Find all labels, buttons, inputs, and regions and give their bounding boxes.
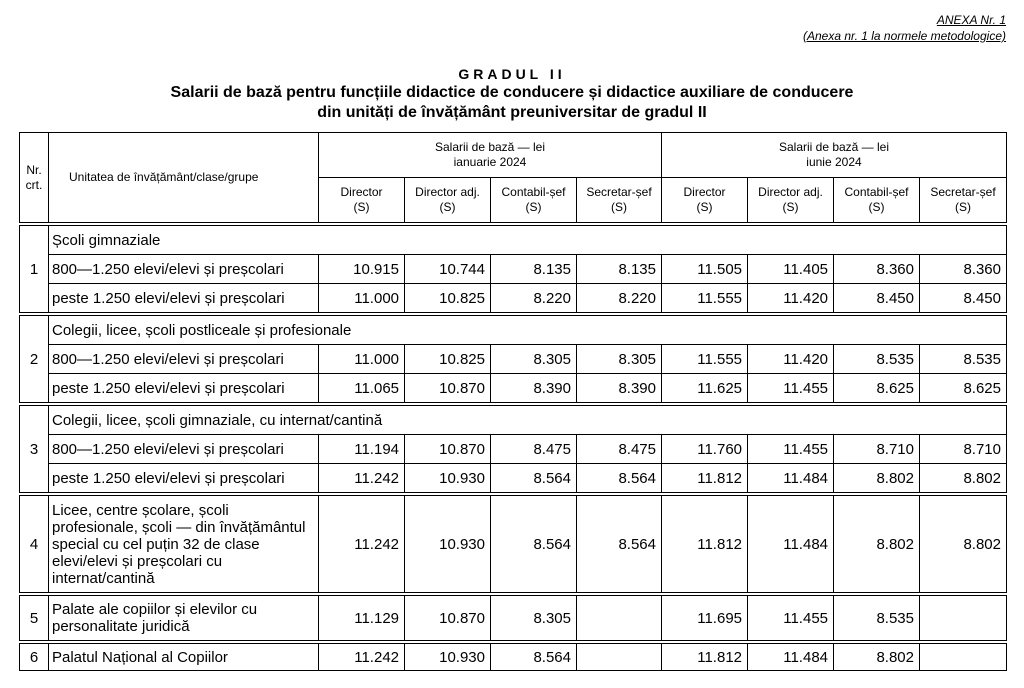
value-cell-jun: 11.420 xyxy=(748,284,834,313)
header-period-june-line2: iunie 2024 xyxy=(806,155,862,169)
value-cell-jan: 8.305 xyxy=(577,345,662,374)
header-col-suffix: (S) xyxy=(353,200,370,214)
value-cell-jun xyxy=(920,596,1007,641)
value-cell-jun: 8.625 xyxy=(920,374,1007,403)
value-cell-jan: 8.564 xyxy=(577,496,662,593)
row-label: 800—1.250 elevi/elevi și preșcolari xyxy=(49,435,319,464)
header-col-suffix: (S) xyxy=(696,200,713,214)
header-col-name: Director adj. xyxy=(758,185,823,199)
value-cell-jun: 11.455 xyxy=(748,596,834,641)
value-cell-jun: 8.360 xyxy=(920,255,1007,284)
value-cell-jan: 10.825 xyxy=(405,345,491,374)
value-cell-jan: 8.564 xyxy=(577,464,662,493)
row-label: 800—1.250 elevi/elevi și preșcolari xyxy=(49,255,319,284)
value-cell-jan: 11.129 xyxy=(319,596,405,641)
header-col-jun-0 xyxy=(662,178,748,223)
header-col-name: Contabil-șef xyxy=(501,185,566,199)
value-cell-jan: 8.475 xyxy=(491,435,577,464)
header-period-january xyxy=(319,133,662,178)
value-cell-jan: 10.744 xyxy=(405,255,491,284)
group-title: Școli gimnaziale xyxy=(49,226,1007,255)
value-cell-jan: 11.000 xyxy=(319,345,405,374)
value-cell-jun: 8.535 xyxy=(920,345,1007,374)
header-col-suffix: (S) xyxy=(782,200,799,214)
salary-table xyxy=(19,132,1007,671)
value-cell-jan: 8.220 xyxy=(577,284,662,313)
table-row xyxy=(20,284,1007,313)
table-row xyxy=(20,345,1007,374)
value-cell-jan: 8.564 xyxy=(491,464,577,493)
group-title: Colegii, licee, școli gimnaziale, cu internat/cantină xyxy=(49,406,1007,435)
header-col-suffix: (S) xyxy=(439,200,456,214)
value-cell-jun: 11.760 xyxy=(662,435,748,464)
table-row xyxy=(20,496,1007,593)
group-title-row xyxy=(20,316,1007,345)
value-cell-jun: 8.802 xyxy=(834,464,920,493)
header-col-name: Director adj. xyxy=(415,185,480,199)
row-label: peste 1.250 elevi/elevi și preșcolari xyxy=(49,284,319,313)
value-cell-jan: 8.390 xyxy=(577,374,662,403)
row-number: 6 xyxy=(20,644,49,671)
value-cell-jan: 8.220 xyxy=(491,284,577,313)
header-period-january-line1: Salarii de bază — lei xyxy=(434,140,546,154)
value-cell-jun: 11.812 xyxy=(662,464,748,493)
value-cell-jan: 10.915 xyxy=(319,255,405,284)
value-cell-jan: 8.305 xyxy=(491,345,577,374)
value-cell-jun: 11.555 xyxy=(662,284,748,313)
value-cell-jan xyxy=(577,644,662,671)
value-cell-jan: 11.000 xyxy=(319,284,405,313)
table-row xyxy=(20,596,1007,641)
value-cell-jun: 11.455 xyxy=(748,374,834,403)
header-col-jan-0 xyxy=(319,178,405,223)
header-col-suffix: (S) xyxy=(611,200,627,214)
value-cell-jan: 10.825 xyxy=(405,284,491,313)
header-period-january-line2: ianuarie 2024 xyxy=(453,155,527,169)
table-row xyxy=(20,435,1007,464)
header-col-jan-1 xyxy=(405,178,491,223)
header-col-name: Contabil-șef xyxy=(844,185,909,199)
value-cell-jun: 11.484 xyxy=(748,496,834,593)
group-title: Colegii, licee, școli postliceale și profesionale xyxy=(49,316,1007,345)
value-cell-jan: 8.564 xyxy=(491,496,577,593)
value-cell-jun: 11.625 xyxy=(662,374,748,403)
value-cell-jun: 8.802 xyxy=(920,464,1007,493)
header-col-name: Secretar-șef xyxy=(930,185,996,199)
row-label: Palate ale copiilor și elevilor cu personalitate juridică xyxy=(49,596,319,641)
table-row xyxy=(20,374,1007,403)
row-label: 800—1.250 elevi/elevi și preșcolari xyxy=(49,345,319,374)
value-cell-jun: 11.505 xyxy=(662,255,748,284)
value-cell-jan: 8.305 xyxy=(491,596,577,641)
value-cell-jun: 11.812 xyxy=(662,644,748,671)
value-cell-jun: 8.802 xyxy=(834,644,920,671)
header-col-suffix: (S) xyxy=(868,200,885,214)
value-cell-jun: 8.360 xyxy=(834,255,920,284)
value-cell-jan: 10.930 xyxy=(405,496,491,593)
annex-reference xyxy=(803,12,1006,44)
value-cell-jan: 11.242 xyxy=(319,644,405,671)
header-unit: Unitatea de învățământ/clase/grupe xyxy=(49,133,319,223)
value-cell-jun: 11.555 xyxy=(662,345,748,374)
value-cell-jun: 11.695 xyxy=(662,596,748,641)
value-cell-jun: 8.625 xyxy=(834,374,920,403)
header-period-june xyxy=(662,133,1007,178)
header-col-name: Director xyxy=(340,185,383,199)
header-col-jan-2 xyxy=(491,178,577,223)
table-row xyxy=(20,644,1007,671)
value-cell-jun: 11.484 xyxy=(748,464,834,493)
grade-title: GRADUL II xyxy=(458,66,566,82)
value-cell-jun: 8.710 xyxy=(920,435,1007,464)
page-title: Salarii de bază pentru funcțiile didactice de conducere și didactice auxiliare de conducere xyxy=(170,84,854,101)
page-subtitle: din unități de învățământ preuniversitar de gradul II xyxy=(317,104,707,121)
value-cell-jun: 11.812 xyxy=(662,496,748,593)
value-cell-jun: 8.535 xyxy=(834,596,920,641)
value-cell-jan: 11.065 xyxy=(319,374,405,403)
value-cell-jun: 11.484 xyxy=(748,644,834,671)
value-cell-jun: 8.450 xyxy=(834,284,920,313)
value-cell-jan: 10.870 xyxy=(405,435,491,464)
row-number: 1 xyxy=(20,226,49,313)
value-cell-jun: 11.420 xyxy=(748,345,834,374)
value-cell-jun: 11.455 xyxy=(748,435,834,464)
table-row xyxy=(20,464,1007,493)
group-title-row xyxy=(20,226,1007,255)
row-number: 5 xyxy=(20,596,49,641)
row-number: 2 xyxy=(20,316,49,403)
annex-number: ANEXA Nr. 1 xyxy=(936,13,1006,27)
value-cell-jun: 8.450 xyxy=(920,284,1007,313)
row-label: peste 1.250 elevi/elevi și preșcolari xyxy=(49,464,319,493)
annex-note: (Anexa nr. 1 la normele metodologice) xyxy=(803,29,1006,43)
value-cell-jan: 10.870 xyxy=(405,374,491,403)
value-cell-jan: 10.930 xyxy=(405,464,491,493)
value-cell-jan xyxy=(577,596,662,641)
row-label: Licee, centre școlare, școli profesionale, școli — din învățământul special cu cel puțin 32 de clase elevi/elevi și preșcolari cu internat/cantină xyxy=(49,496,319,593)
header-col-suffix: (S) xyxy=(525,200,542,214)
header-col-jun-1 xyxy=(748,178,834,223)
value-cell-jun: 8.535 xyxy=(834,345,920,374)
value-cell-jun: 8.802 xyxy=(920,496,1007,593)
value-cell-jan: 8.564 xyxy=(491,644,577,671)
value-cell-jan: 8.135 xyxy=(577,255,662,284)
row-number: 4 xyxy=(20,496,49,593)
value-cell-jun: 11.405 xyxy=(748,255,834,284)
value-cell-jan: 11.194 xyxy=(319,435,405,464)
value-cell-jan: 10.870 xyxy=(405,596,491,641)
value-cell-jun xyxy=(920,644,1007,671)
value-cell-jan: 11.242 xyxy=(319,464,405,493)
value-cell-jan: 10.930 xyxy=(405,644,491,671)
value-cell-jun: 8.710 xyxy=(834,435,920,464)
group-title-row xyxy=(20,406,1007,435)
header-col-jun-3 xyxy=(920,178,1007,223)
header-col-name: Director xyxy=(683,185,726,199)
value-cell-jan: 11.242 xyxy=(319,496,405,593)
value-cell-jan: 8.135 xyxy=(491,255,577,284)
row-number: 3 xyxy=(20,406,49,493)
table-row xyxy=(20,255,1007,284)
header-nr: Nr. crt. xyxy=(20,133,49,223)
header-col-jun-2 xyxy=(834,178,920,223)
header-col-suffix: (S) xyxy=(955,200,971,214)
row-label: Palatul Național al Copiilor xyxy=(49,644,319,671)
value-cell-jan: 8.475 xyxy=(577,435,662,464)
value-cell-jan: 8.390 xyxy=(491,374,577,403)
value-cell-jun: 8.802 xyxy=(834,496,920,593)
header-period-june-line1: Salarii de bază — lei xyxy=(778,140,890,154)
header-col-jan-3 xyxy=(577,178,662,223)
header-col-name: Secretar-șef xyxy=(586,185,652,199)
row-label: peste 1.250 elevi/elevi și preșcolari xyxy=(49,374,319,403)
